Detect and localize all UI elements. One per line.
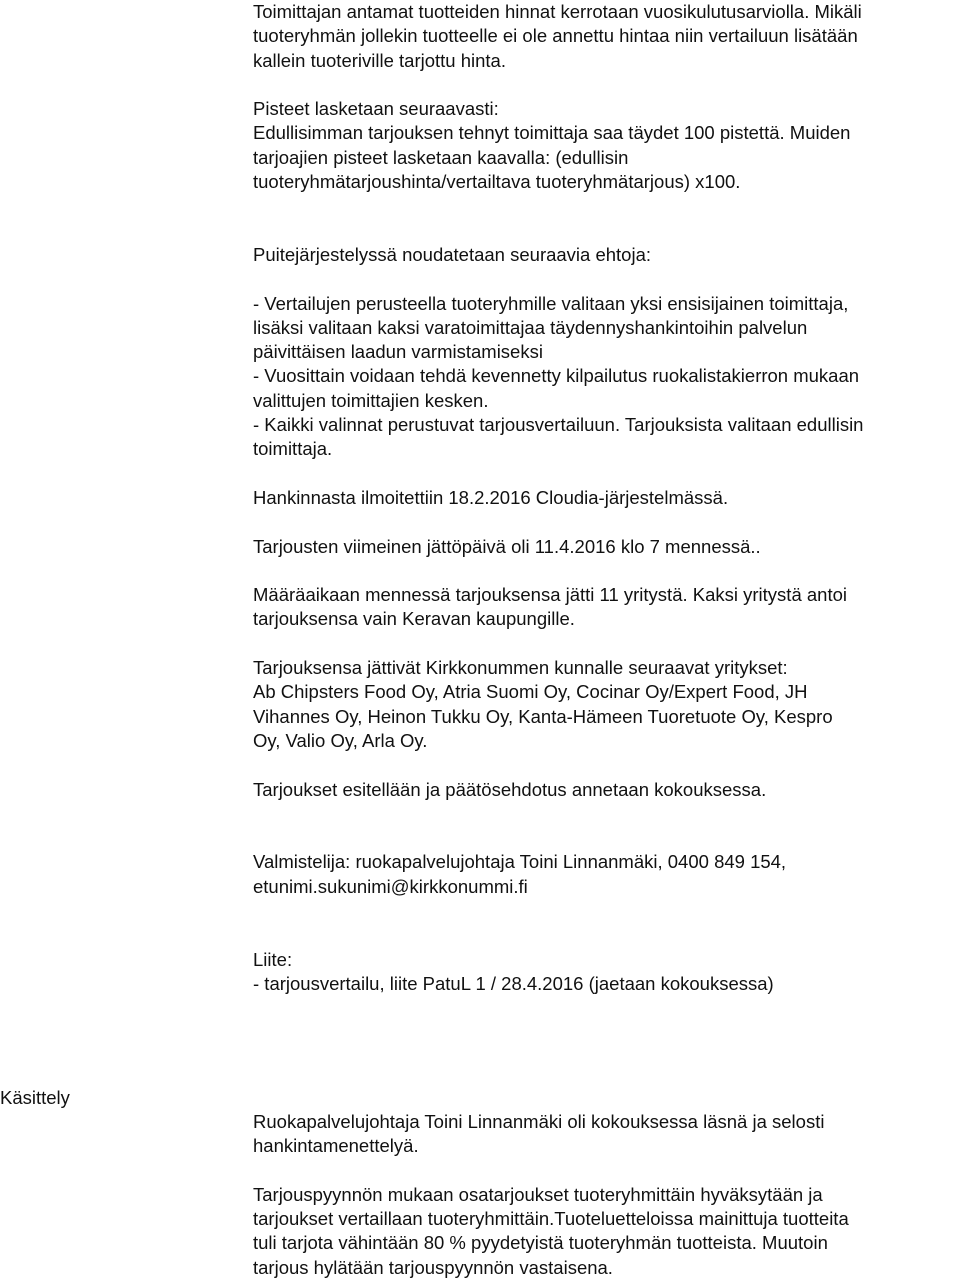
- text-line: Edullisimman tarjouksen tehnyt toimittaja saa täydet 100 pistettä. Muiden: [253, 122, 851, 144]
- blank-line: [253, 73, 960, 97]
- blank-line: [253, 510, 960, 534]
- blank-line: [253, 194, 960, 218]
- text-line: lisäksi valitaan kaksi varatoimittajaa täydennyshankintoihin palvelun: [253, 316, 808, 338]
- blank-line: [253, 462, 960, 486]
- text-line: etunimi.sukunimi@kirkkonummi.fi: [253, 875, 528, 897]
- text-line: tarjoajien pisteet lasketaan kaavalla: (edullisin: [253, 146, 629, 168]
- text-line: Valmistelija: ruokapalvelujohtaja Toini Linnanmäki, 0400 849 154,: [253, 851, 787, 873]
- text-line: tuoteryhmän jollekin tuotteelle ei ole annettu hintaa niin vertailuun lisätään: [253, 25, 858, 47]
- blank-line: [253, 826, 960, 850]
- text-line: Oy, Valio Oy, Arla Oy.: [253, 729, 428, 751]
- text-line: päivittäisen laadun varmistamiseksi: [253, 341, 543, 363]
- text-line: valittujen toimittajien kesken.: [253, 389, 489, 411]
- text-line: Hankinnasta ilmoitettiin 18.2.2016 Cloudia-järjestelmässä.: [253, 486, 729, 508]
- kasittely-body: [253, 1110, 849, 1280]
- blank-line: [253, 267, 960, 291]
- text-line: Vihannes Oy, Heinon Tukku Oy, Kanta-Hämeen Tuoretuote Oy, Kespro: [253, 705, 833, 727]
- text-line: Tarjouksensa jättivät Kirkkonummen kunnalle seuraavat yritykset:: [253, 657, 788, 679]
- text-line: Ab Chipsters Food Oy, Atria Suomi Oy, Cocinar Oy/Expert Food, JH: [253, 681, 808, 703]
- blank-line: [253, 899, 960, 923]
- text-line: Määräaikaan mennessä tarjouksensa jätti 11 yritystä. Kaksi yritystä antoi: [253, 584, 847, 606]
- blank-line: [253, 753, 960, 777]
- text-line: tarjous hylätään tarjouspyynnön vastaisena.: [253, 1256, 613, 1278]
- text-line: toimittaja.: [253, 438, 333, 460]
- text-line: - Vertailujen perusteella tuoteryhmille valitaan yksi ensisijainen toimittaja,: [253, 292, 849, 314]
- blank-line: [253, 559, 960, 583]
- text-line: tuoteryhmätarjoushinta/vertailtava tuoteryhmätarjous) x100.: [253, 171, 741, 193]
- text-line: Tarjouspyynnön mukaan osatarjoukset tuoteryhmittäin hyväksytään ja: [253, 1183, 823, 1205]
- text-line: - Vuosittain voidaan tehdä kevennetty kilpailutus ruokalistakierron mukaan: [253, 365, 860, 387]
- text-line: Tarjoukset esitellään ja päätösehdotus annetaan kokouksessa.: [253, 778, 767, 800]
- text-line: Liite:: [253, 948, 293, 970]
- text-line: Puitejärjestelyssä noudatetaan seuraavia ehtoja:: [253, 243, 652, 265]
- text-line: Toimittajan antamat tuotteiden hinnat kerrotaan vuosikulutusarviolla. Mikäli: [253, 1, 862, 22]
- text-line: tuli tarjota vähintään 80 % pyydetyistä tuoteryhmän tuotteista. Muutoin: [253, 1232, 828, 1254]
- blank-line: [253, 632, 960, 656]
- blank-line: [253, 923, 960, 947]
- blank-line: [253, 802, 960, 826]
- blank-line: [253, 1159, 849, 1183]
- text-line: Ruokapalvelujohtaja Toini Linnanmäki oli kokouksessa läsnä ja selosti: [253, 1111, 825, 1132]
- text-line: Pisteet lasketaan seuraavasti:: [253, 98, 499, 120]
- text-line: tarjoukset vertaillaan tuoteryhmittäin.Tuoteluetteloissa mainittuja tuotteita: [253, 1208, 849, 1230]
- text-line: kallein tuoteriville tarjottu hinta.: [253, 49, 506, 71]
- text-line: tarjouksensa vain Keravan kaupungille.: [253, 608, 575, 630]
- text-line: - tarjousvertailu, liite PatuL 1 / 28.4.2016 (jaetaan kokouksessa): [253, 972, 774, 994]
- document-body: [253, 0, 960, 996]
- section-label-kasittely: Käsittely: [0, 1087, 70, 1108]
- blank-line: [253, 219, 960, 243]
- text-line: - Kaikki valinnat perustuvat tarjousvertailuun. Tarjouksista valitaan edullisin: [253, 414, 864, 436]
- text-line: Tarjousten viimeinen jättöpäivä oli 11.4.2016 klo 7 mennessä..: [253, 535, 761, 557]
- text-line: hankintamenettelyä.: [253, 1135, 419, 1157]
